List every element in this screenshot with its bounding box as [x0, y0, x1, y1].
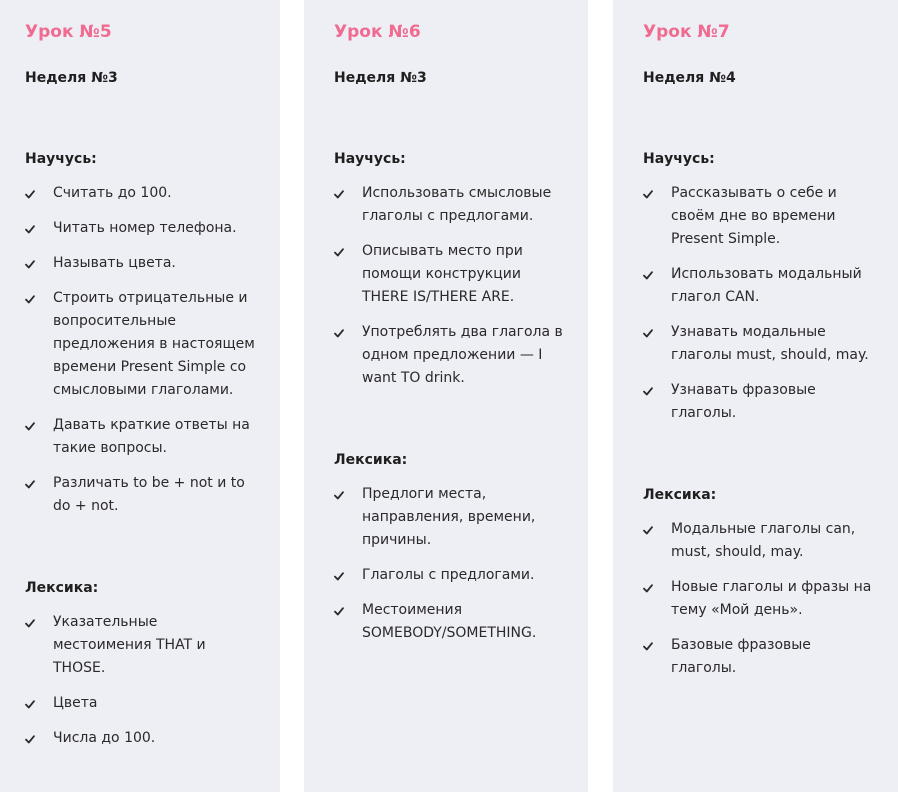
- list-item-text: Узнавать модальные глаголы must, should, may.: [671, 324, 869, 363]
- check-icon: [643, 584, 653, 593]
- list-item: [643, 263, 878, 309]
- check-icon: [643, 642, 653, 651]
- check-icon: [25, 295, 35, 304]
- learn-list: [643, 182, 878, 425]
- list-item-text: Считать до 100.: [53, 185, 172, 201]
- list-item: [25, 727, 260, 750]
- check-icon: [334, 572, 344, 581]
- list-item-text: Цвета: [53, 695, 98, 711]
- check-icon: [643, 190, 653, 199]
- list-item-text: Базовые фразовые глаголы.: [671, 637, 811, 676]
- check-icon: [334, 329, 344, 338]
- list-item-text: Употреблять два глагола в одном предложении — I want TO drink.: [362, 324, 563, 386]
- list-item: [25, 217, 260, 240]
- check-icon: [25, 422, 35, 431]
- list-item: [25, 472, 260, 518]
- list-item: [25, 692, 260, 715]
- list-item-text: Читать номер телефона.: [53, 220, 237, 236]
- list-item-text: Указательные местоимения THAT и THOSE.: [53, 614, 206, 676]
- list-item: [334, 483, 568, 552]
- list-item: [334, 182, 568, 228]
- list-item: [643, 518, 878, 564]
- list-item: [25, 287, 260, 402]
- vocab-section-title: Лексика:: [334, 452, 408, 468]
- vocab-section-title: Лексика:: [643, 487, 717, 503]
- list-item: [643, 379, 878, 425]
- list-item: [334, 599, 568, 645]
- check-icon: [643, 526, 653, 535]
- check-icon: [334, 607, 344, 616]
- week-label: Неделя №4: [643, 70, 736, 86]
- list-item-text: Узнавать фразовые глаголы.: [671, 382, 816, 421]
- week-label: Неделя №3: [334, 70, 427, 86]
- learn-list: [25, 182, 260, 518]
- vocab-list: [25, 611, 260, 750]
- check-icon: [25, 190, 35, 199]
- list-item-text: Рассказывать о себе и своём дне во времени Present Simple.: [671, 185, 837, 247]
- list-item-text: Различать to be + not и to do + not.: [53, 475, 245, 514]
- list-item-text: Новые глаголы и фразы на тему «Мой день».: [671, 579, 872, 618]
- list-item-text: Строить отрицательные и вопросительные предложения в настоящем времени Present Simple со смысловыми глаголами.: [53, 290, 255, 398]
- list-item-text: Описывать место при помощи конструкции THERE IS/THERE ARE.: [362, 243, 523, 305]
- lesson-card-lesson-5: [0, 0, 280, 792]
- vocab-list: [643, 518, 878, 680]
- learn-section-title: Научусь:: [25, 151, 97, 167]
- check-icon: [334, 491, 344, 500]
- list-item: [25, 414, 260, 460]
- list-item-text: Числа до 100.: [53, 730, 156, 746]
- list-item: [334, 321, 568, 390]
- list-item-text: Модальные глаголы can, must, should, may.: [671, 521, 856, 560]
- check-icon: [643, 271, 653, 280]
- list-item-text: Использовать модальный глагол CAN.: [671, 266, 862, 305]
- list-item: [643, 634, 878, 680]
- list-item-text: Давать краткие ответы на такие вопросы.: [53, 417, 250, 456]
- check-icon: [643, 387, 653, 396]
- list-item: [643, 576, 878, 622]
- check-icon: [25, 260, 35, 269]
- check-icon: [643, 329, 653, 338]
- list-item-text: Предлоги места, направления, времени, причины.: [362, 486, 536, 548]
- list-item: [334, 564, 568, 587]
- check-icon: [334, 248, 344, 257]
- check-icon: [25, 735, 35, 744]
- list-item-text: Глаголы с предлогами.: [362, 567, 535, 583]
- learn-section-title: Научусь:: [334, 151, 406, 167]
- lesson-title: Урок №5: [25, 22, 112, 42]
- list-item: [643, 182, 878, 251]
- learn-section-title: Научусь:: [643, 151, 715, 167]
- check-icon: [25, 480, 35, 489]
- list-item: [643, 321, 878, 367]
- list-item: [334, 240, 568, 309]
- vocab-section-title: Лексика:: [25, 580, 99, 596]
- list-item: [25, 252, 260, 275]
- list-item-text: Местоимения SOMEBODY/SOMETHING.: [362, 602, 537, 641]
- list-item-text: Использовать смысловые глаголы с предлогами.: [362, 185, 552, 224]
- lesson-title: Урок №7: [643, 22, 730, 42]
- check-icon: [25, 619, 35, 628]
- list-item-text: Называть цвета.: [53, 255, 176, 271]
- vocab-list: [334, 483, 568, 645]
- lesson-title: Урок №6: [334, 22, 421, 42]
- check-icon: [334, 190, 344, 199]
- week-label: Неделя №3: [25, 70, 118, 86]
- check-icon: [25, 700, 35, 709]
- list-item: [25, 182, 260, 205]
- lesson-card-lesson-6: [304, 0, 588, 792]
- learn-list: [334, 182, 568, 390]
- check-icon: [25, 225, 35, 234]
- lesson-card-lesson-7: [613, 0, 898, 792]
- list-item: [25, 611, 260, 680]
